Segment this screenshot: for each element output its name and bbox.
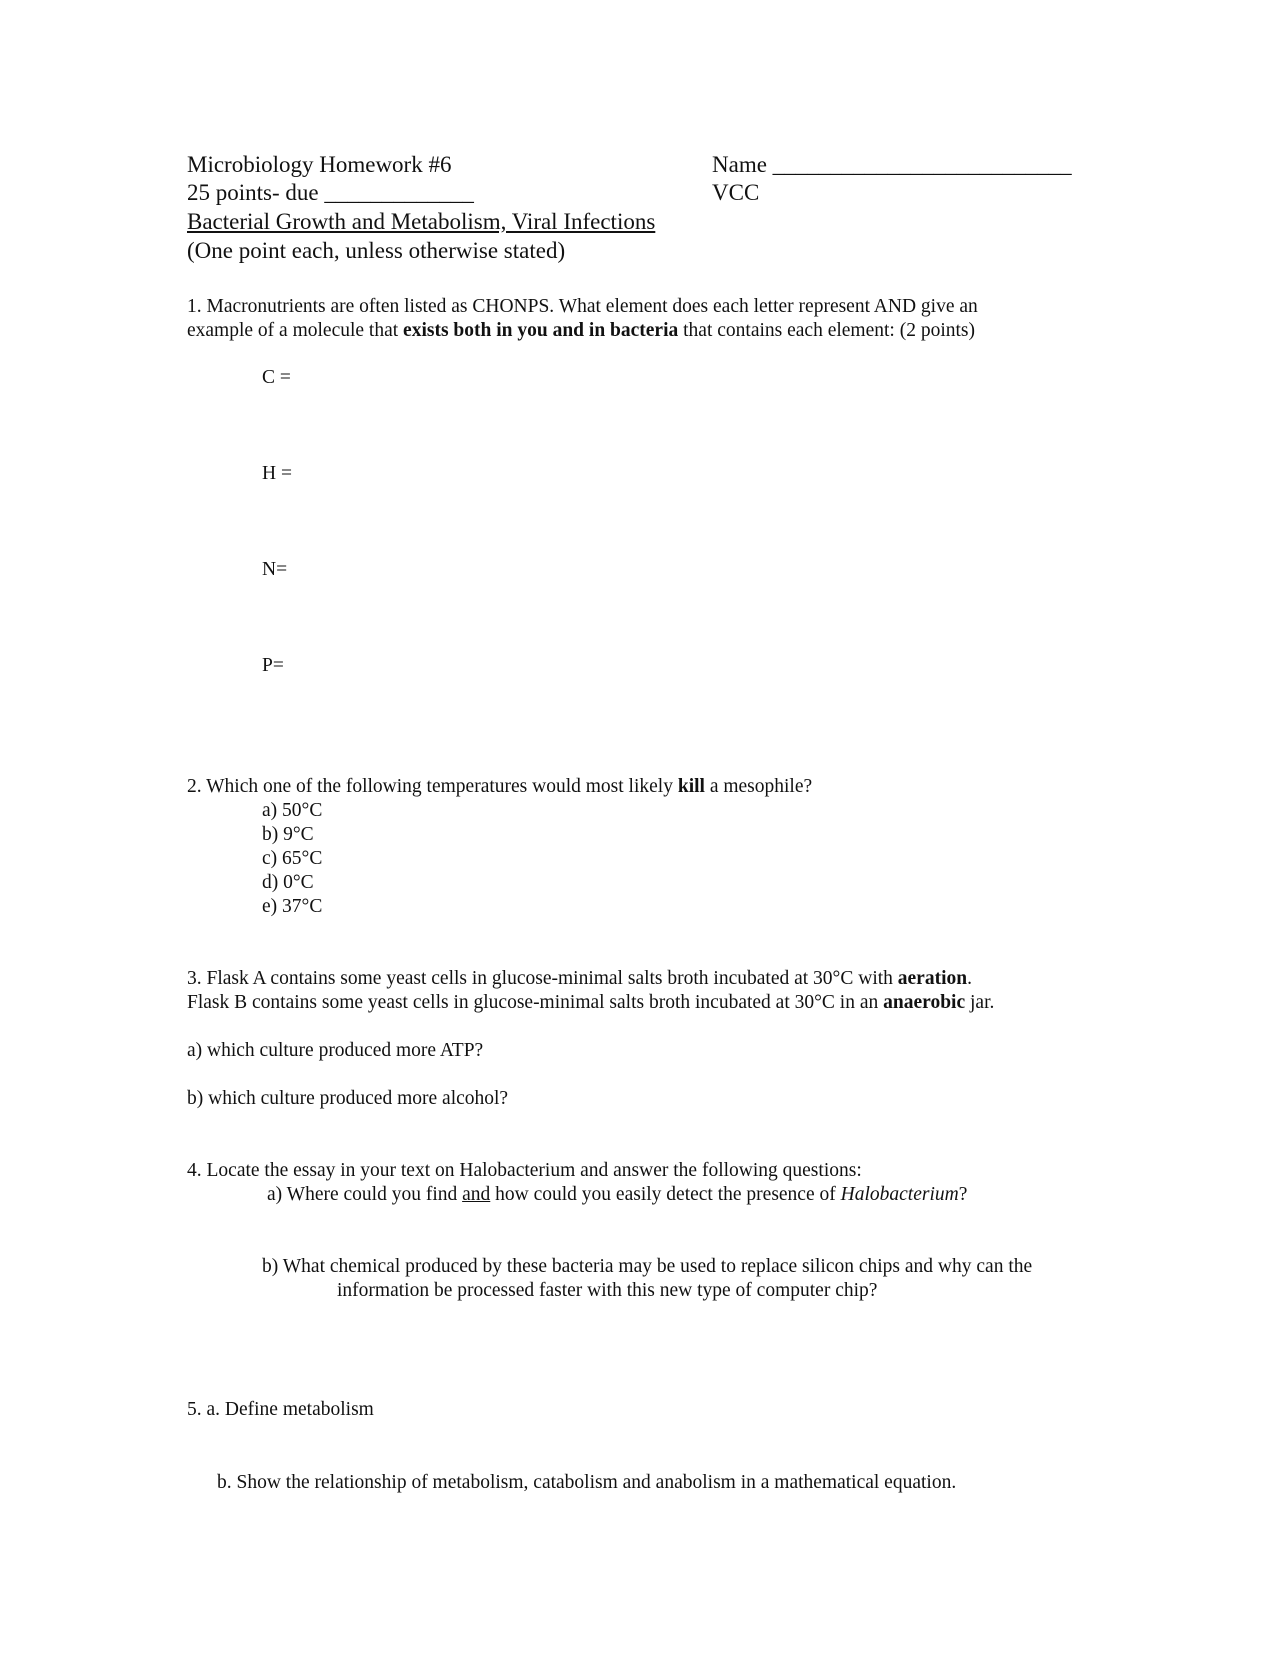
points-due: 25 points- due _____________: [187, 180, 474, 205]
q1-item-n: N=: [262, 559, 288, 580]
q2-emphasis: kill: [677, 776, 705, 797]
q2-text-end: a mesophile?: [704, 776, 813, 797]
q3-part-a: a) which culture produced more ATP?: [187, 1040, 484, 1061]
q5-part-a: 5. a. Define metabolism: [187, 1399, 374, 1420]
q5-part-b: b. Show the relationship of metabolism, catabolism and anabolism in a mathematical equation.: [217, 1472, 957, 1493]
q1-item-c: C =: [262, 367, 291, 388]
q4a-text: a) Where could you find: [267, 1184, 463, 1205]
q4a-underlined: and: [462, 1184, 491, 1205]
q2-option-d: d) 0°C: [262, 872, 314, 893]
q3-text-b-end: jar.: [965, 992, 995, 1013]
q2-option-c: c) 65°C: [262, 848, 323, 869]
q1-item-h: H =: [262, 463, 292, 484]
q2-stem: [187, 775, 812, 799]
q2-option-e: e) 37°C: [262, 896, 323, 917]
q2-option-b: b) 9°C: [262, 824, 314, 845]
q4-stem: 4. Locate the essay in your text on Halobacterium and answer the following questions:: [187, 1160, 862, 1181]
q4-part-a: [267, 1183, 967, 1207]
q1-text: example of a molecule that: [187, 320, 404, 341]
name-field: Name __________________________: [712, 152, 1072, 177]
scoring-note: (One point each, unless otherwise stated): [187, 238, 566, 263]
q4a-text-end: ?: [958, 1184, 968, 1205]
q1-text-end: that contains each element: (2 points): [678, 320, 976, 341]
q3-flask-a: [187, 967, 972, 991]
q2-option-a: a) 50°C: [262, 800, 323, 821]
q3-emphasis-anaerobic: anaerobic: [883, 992, 966, 1013]
q3-part-b: b) which culture produced more alcohol?: [187, 1088, 509, 1109]
worksheet-title: Microbiology Homework #6: [187, 152, 452, 177]
q1-item-p: P=: [262, 655, 284, 676]
q4a-text-mid: how could you easily detect the presence of: [490, 1184, 841, 1205]
q3-text: 3. Flask A contains some yeast cells in glucose-minimal salts broth incubated at 30°C with: [187, 968, 898, 989]
q1-stem-line1: 1. Macronutrients are often listed as CHONPS. What element does each letter represent AND give an: [187, 296, 978, 317]
q3-text-b: Flask B contains some yeast cells in glucose-minimal salts broth incubated at 30°C in an: [187, 992, 884, 1013]
q3-text-end: .: [967, 968, 972, 989]
q3-flask-b: [187, 991, 994, 1015]
q1-stem-line2: [187, 319, 975, 343]
q4-part-b-line2: information be processed faster with this new type of computer chip?: [337, 1280, 878, 1301]
q1-emphasis: exists both in you and in bacteria: [403, 320, 679, 341]
school-name: VCC: [712, 180, 760, 205]
worksheet-subject: Bacterial Growth and Metabolism, Viral Infections: [187, 209, 656, 234]
q3-emphasis-aeration: aeration: [897, 968, 968, 989]
q4a-species: Halobacterium: [840, 1184, 959, 1205]
q2-text: 2. Which one of the following temperatures would most likely: [187, 776, 678, 797]
q4-part-b-line1: b) What chemical produced by these bacteria may be used to replace silicon chips and why can the: [262, 1256, 1033, 1277]
